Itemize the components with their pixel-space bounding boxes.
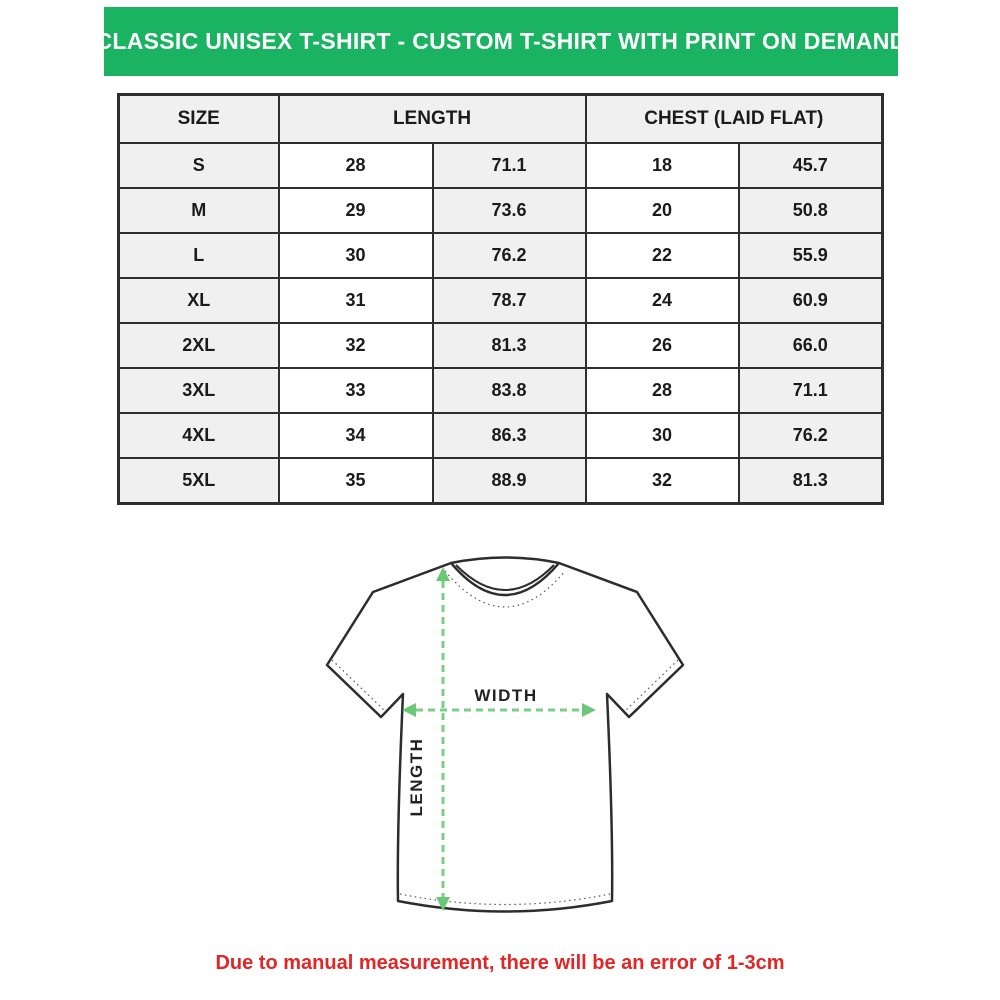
length-label: LENGTH [407, 737, 426, 817]
page-title: CLASSIC UNISEX T-SHIRT - CUSTOM T-SHIRT WITH PRINT ON DEMAND [95, 28, 907, 54]
length-in-cell: 33 [279, 368, 433, 413]
size-cell: 4XL [119, 413, 279, 458]
width-label: WIDTH [474, 686, 538, 705]
chest-cm-cell: 60.9 [739, 278, 883, 323]
length-in-cell: 32 [279, 323, 433, 368]
length-cm-cell: 78.7 [433, 278, 586, 323]
length-cm-cell: 88.9 [433, 458, 586, 504]
length-cm-cell: 81.3 [433, 323, 586, 368]
chest-cm-cell: 76.2 [739, 413, 883, 458]
size-cell: 3XL [119, 368, 279, 413]
chest-in-cell: 28 [586, 368, 739, 413]
length-in-cell: 31 [279, 278, 433, 323]
length-cm-cell: 73.6 [433, 188, 586, 233]
tshirt-outline [327, 558, 683, 912]
size-chart-table [117, 93, 884, 505]
chest-cm-cell: 45.7 [739, 143, 883, 188]
size-cell: 2XL [119, 323, 279, 368]
tshirt-diagram [310, 545, 700, 935]
length-cm-cell: 86.3 [433, 413, 586, 458]
col-header-length: LENGTH [279, 95, 586, 144]
length-in-cell: 30 [279, 233, 433, 278]
size-cell: XL [119, 278, 279, 323]
size-cell: M [119, 188, 279, 233]
table-row [119, 188, 883, 233]
chest-cm-cell: 81.3 [739, 458, 883, 504]
length-cm-cell: 76.2 [433, 233, 586, 278]
table-row [119, 233, 883, 278]
size-cell: L [119, 233, 279, 278]
length-cm-cell: 83.8 [433, 368, 586, 413]
measurement-note: Due to manual measurement, there will be an error of 1-3cm [215, 952, 785, 974]
length-in-cell: 28 [279, 143, 433, 188]
chest-cm-cell: 71.1 [739, 368, 883, 413]
col-header-chest: CHEST (LAID FLAT) [586, 95, 883, 144]
table-row [119, 323, 883, 368]
chest-in-cell: 32 [586, 458, 739, 504]
chest-cm-cell: 50.8 [739, 188, 883, 233]
chest-in-cell: 26 [586, 323, 739, 368]
header-row [119, 95, 883, 144]
chest-in-cell: 22 [586, 233, 739, 278]
length-in-cell: 29 [279, 188, 433, 233]
chest-cm-cell: 55.9 [739, 233, 883, 278]
chest-cm-cell: 66.0 [739, 323, 883, 368]
table-row [119, 278, 883, 323]
length-cm-cell: 71.1 [433, 143, 586, 188]
table-row [119, 458, 883, 504]
col-header-size: SIZE [119, 95, 279, 144]
length-in-cell: 35 [279, 458, 433, 504]
chest-in-cell: 30 [586, 413, 739, 458]
table-row [119, 413, 883, 458]
title-banner [95, 7, 907, 76]
size-cell: S [119, 143, 279, 188]
chest-in-cell: 18 [586, 143, 739, 188]
length-in-cell: 34 [279, 413, 433, 458]
table-row [119, 368, 883, 413]
chest-in-cell: 20 [586, 188, 739, 233]
size-cell: 5XL [119, 458, 279, 504]
chest-in-cell: 24 [586, 278, 739, 323]
table-row [119, 143, 883, 188]
